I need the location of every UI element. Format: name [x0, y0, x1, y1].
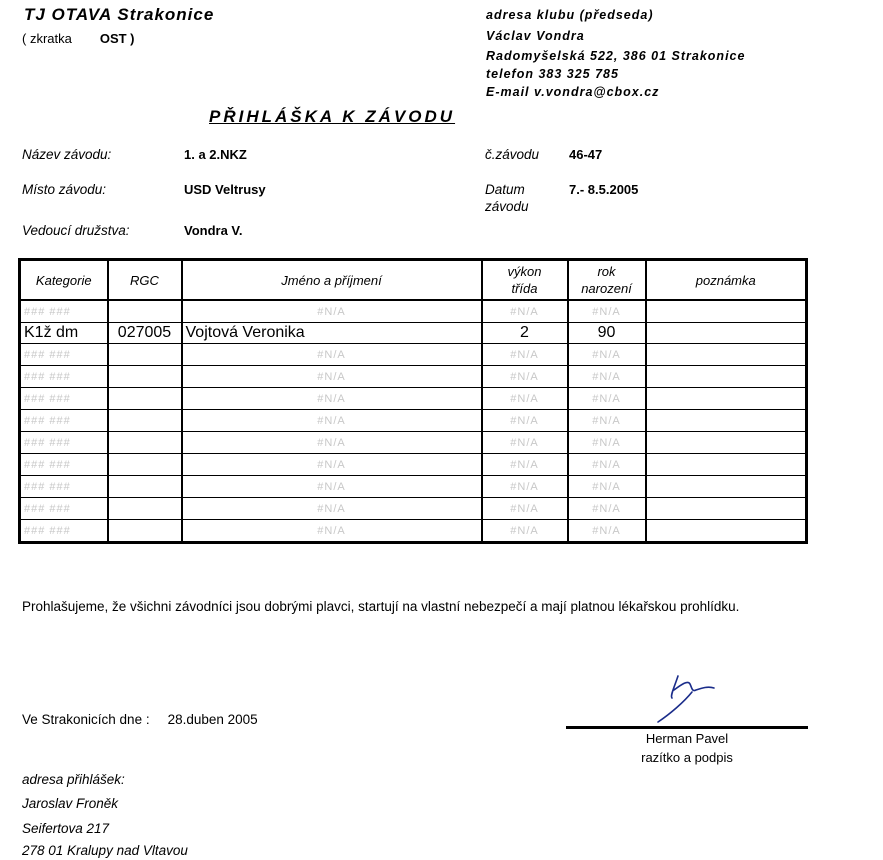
- cell-category: [20, 300, 108, 323]
- cell-category: [20, 432, 108, 454]
- cell-note: [646, 520, 807, 543]
- cell-note: [646, 323, 807, 344]
- place-label: Místo závodu:: [22, 182, 107, 197]
- table-row: [20, 454, 807, 476]
- cell-rgc: [108, 520, 182, 543]
- cell-class: [482, 432, 568, 454]
- cell-year: [568, 520, 646, 543]
- cell-year: [568, 498, 646, 520]
- registration-address-name: Jaroslav Froněk: [22, 796, 119, 811]
- club-address-email: E-mail v.vondra@cbox.cz: [486, 85, 660, 99]
- date-value-bottom: 28.duben 2005: [167, 712, 258, 727]
- handwritten-signature: [648, 670, 728, 726]
- cell-year: [568, 410, 646, 432]
- header-class: výkon třída: [482, 260, 568, 301]
- abbr-value: OST ): [99, 31, 135, 46]
- cell-year: 90: [568, 323, 646, 344]
- date-label-1: Datum: [485, 182, 525, 197]
- race-number-value: 46-47: [569, 147, 603, 162]
- cell-rgc: [108, 476, 182, 498]
- cell-class: [482, 388, 568, 410]
- placeholder-text: #N/A: [510, 306, 539, 318]
- table-row: [20, 323, 807, 344]
- placeholder-text: #N/A: [510, 393, 539, 405]
- cell-note: [646, 388, 807, 410]
- cell-note: [646, 410, 807, 432]
- table-row: [20, 344, 807, 366]
- table-header-row: [20, 260, 807, 301]
- cell-year: [568, 300, 646, 323]
- cell-note: [646, 432, 807, 454]
- table-row: [20, 432, 807, 454]
- leader-label: Vedoucí družstva:: [22, 223, 130, 238]
- cell-class: [482, 520, 568, 543]
- cell-name: [182, 366, 482, 388]
- cell-year: [568, 454, 646, 476]
- cell-class: 2: [482, 323, 568, 344]
- placeholder-text: #N/A: [510, 481, 539, 493]
- placeholder-text: #N/A: [592, 437, 621, 449]
- placeholder-text: #N/A: [317, 306, 346, 318]
- abbr-label: ( zkratka: [22, 31, 72, 46]
- cell-note: [646, 498, 807, 520]
- cell-note: [646, 476, 807, 498]
- club-address-heading: adresa klubu (předseda): [486, 8, 654, 22]
- cell-class: [482, 344, 568, 366]
- placeholder-text: ### ###: [24, 371, 71, 383]
- header-category: Kategorie: [20, 260, 108, 301]
- cell-class: [482, 300, 568, 323]
- cell-year: [568, 476, 646, 498]
- placeholder-text: #N/A: [592, 415, 621, 427]
- leader-value: Vondra V.: [184, 223, 243, 238]
- cell-class: [482, 498, 568, 520]
- place-value: USD Veltrusy: [184, 182, 266, 197]
- placeholder-text: #N/A: [510, 415, 539, 427]
- club-address-street: Radomyšelská 522, 386 01 Strakonice: [486, 49, 746, 63]
- placeholder-text: #N/A: [317, 481, 346, 493]
- header-name: Jméno a příjmení: [182, 260, 482, 301]
- placeholder-text: #N/A: [592, 371, 621, 383]
- registration-address-street: Seifertova 217: [22, 821, 110, 836]
- placeholder-text: ### ###: [24, 306, 71, 318]
- race-name-label: Název závodu:: [22, 147, 112, 162]
- cell-name: [182, 432, 482, 454]
- cell-rgc: 027005: [108, 323, 182, 344]
- cell-class: [482, 366, 568, 388]
- placeholder-text: #N/A: [592, 525, 621, 537]
- placeholder-text: #N/A: [592, 349, 621, 361]
- placeholder-text: #N/A: [317, 459, 346, 471]
- cell-category: [20, 344, 108, 366]
- cell-rgc: [108, 388, 182, 410]
- placeholder-text: #N/A: [592, 459, 621, 471]
- table-row: [20, 388, 807, 410]
- placeholder-text: ### ###: [24, 503, 71, 515]
- cell-note: [646, 366, 807, 388]
- cell-note: [646, 300, 807, 323]
- placeholder-text: #N/A: [510, 371, 539, 383]
- cell-rgc: [108, 454, 182, 476]
- table-body: [20, 300, 807, 543]
- club-address-phone: telefon 383 325 785: [486, 67, 619, 81]
- cell-class: [482, 410, 568, 432]
- club-abbreviation: [22, 31, 135, 46]
- cell-name: [182, 476, 482, 498]
- cell-category: K1ž dm: [20, 323, 108, 344]
- date-line: [22, 712, 258, 727]
- cell-name: Vojtová Veronika: [182, 323, 482, 344]
- race-name-value: 1. a 2.NKZ: [184, 147, 247, 162]
- cell-category: [20, 388, 108, 410]
- cell-category: [20, 454, 108, 476]
- cell-rgc: [108, 498, 182, 520]
- cell-note: [646, 344, 807, 366]
- table-row: [20, 300, 807, 323]
- placeholder-text: #N/A: [317, 415, 346, 427]
- cell-rgc: [108, 432, 182, 454]
- club-title: TJ OTAVA Strakonice: [24, 5, 215, 24]
- cell-year: [568, 344, 646, 366]
- cell-category: [20, 498, 108, 520]
- placeholder-text: ### ###: [24, 481, 71, 493]
- cell-rgc: [108, 366, 182, 388]
- placeholder-text: #N/A: [510, 437, 539, 449]
- placeholder-text: ### ###: [24, 349, 71, 361]
- table-row: [20, 498, 807, 520]
- cell-year: [568, 388, 646, 410]
- cell-class: [482, 454, 568, 476]
- cell-name: [182, 300, 482, 323]
- cell-category: [20, 410, 108, 432]
- placeholder-text: #N/A: [510, 525, 539, 537]
- placeholder-text: #N/A: [592, 306, 621, 318]
- header-note: poznámka: [646, 260, 807, 301]
- declaration-text: Prohlašujeme, že všichni závodníci jsou dobrými plavci, startují na vlastní nebezpečí a mají platnou lékařskou prohlídku.: [22, 599, 740, 614]
- placeholder-text: #N/A: [317, 503, 346, 515]
- cell-year: [568, 366, 646, 388]
- cell-name: [182, 388, 482, 410]
- cell-category: [20, 476, 108, 498]
- registration-table: [18, 258, 808, 544]
- table-row: [20, 410, 807, 432]
- header-year: rok narození: [568, 260, 646, 301]
- cell-name: [182, 454, 482, 476]
- placeholder-text: #N/A: [317, 349, 346, 361]
- date-place-label: Ve Strakonicích dne :: [22, 712, 150, 727]
- placeholder-text: ### ###: [24, 459, 71, 471]
- cell-name: [182, 410, 482, 432]
- cell-category: [20, 366, 108, 388]
- placeholder-text: #N/A: [510, 503, 539, 515]
- cell-category: [20, 520, 108, 543]
- cell-name: [182, 344, 482, 366]
- table-row: [20, 520, 807, 543]
- placeholder-text: #N/A: [317, 393, 346, 405]
- header-rgc: RGC: [108, 260, 182, 301]
- placeholder-text: ### ###: [24, 415, 71, 427]
- table-row: [20, 366, 807, 388]
- registration-address-heading: adresa přihlášek:: [22, 772, 125, 787]
- form-title: PŘIHLÁŠKA K ZÁVODU: [209, 107, 456, 126]
- cell-year: [568, 432, 646, 454]
- placeholder-text: #N/A: [317, 525, 346, 537]
- placeholder-text: ### ###: [24, 437, 71, 449]
- signature-caption: razítko a podpis: [641, 750, 733, 765]
- placeholder-text: #N/A: [510, 349, 539, 361]
- placeholder-text: #N/A: [317, 371, 346, 383]
- placeholder-text: ### ###: [24, 525, 71, 537]
- cell-class: [482, 476, 568, 498]
- club-address-name: Václav Vondra: [486, 29, 585, 43]
- placeholder-text: #N/A: [592, 393, 621, 405]
- cell-rgc: [108, 410, 182, 432]
- race-number-label: č.závodu: [485, 147, 540, 162]
- cell-rgc: [108, 300, 182, 323]
- cell-rgc: [108, 344, 182, 366]
- registration-address-city: 278 01 Kralupy nad Vltavou: [22, 843, 188, 858]
- date-value: 7.- 8.5.2005: [569, 182, 639, 197]
- placeholder-text: #N/A: [510, 459, 539, 471]
- cell-note: [646, 454, 807, 476]
- placeholder-text: #N/A: [317, 437, 346, 449]
- placeholder-text: #N/A: [592, 481, 621, 493]
- cell-name: [182, 498, 482, 520]
- signature-line: [566, 726, 808, 729]
- table-row: [20, 476, 807, 498]
- date-label-2: závodu: [485, 199, 529, 214]
- placeholder-text: ### ###: [24, 393, 71, 405]
- signatory-name: Herman Pavel: [645, 731, 729, 746]
- placeholder-text: #N/A: [592, 503, 621, 515]
- cell-name: [182, 520, 482, 543]
